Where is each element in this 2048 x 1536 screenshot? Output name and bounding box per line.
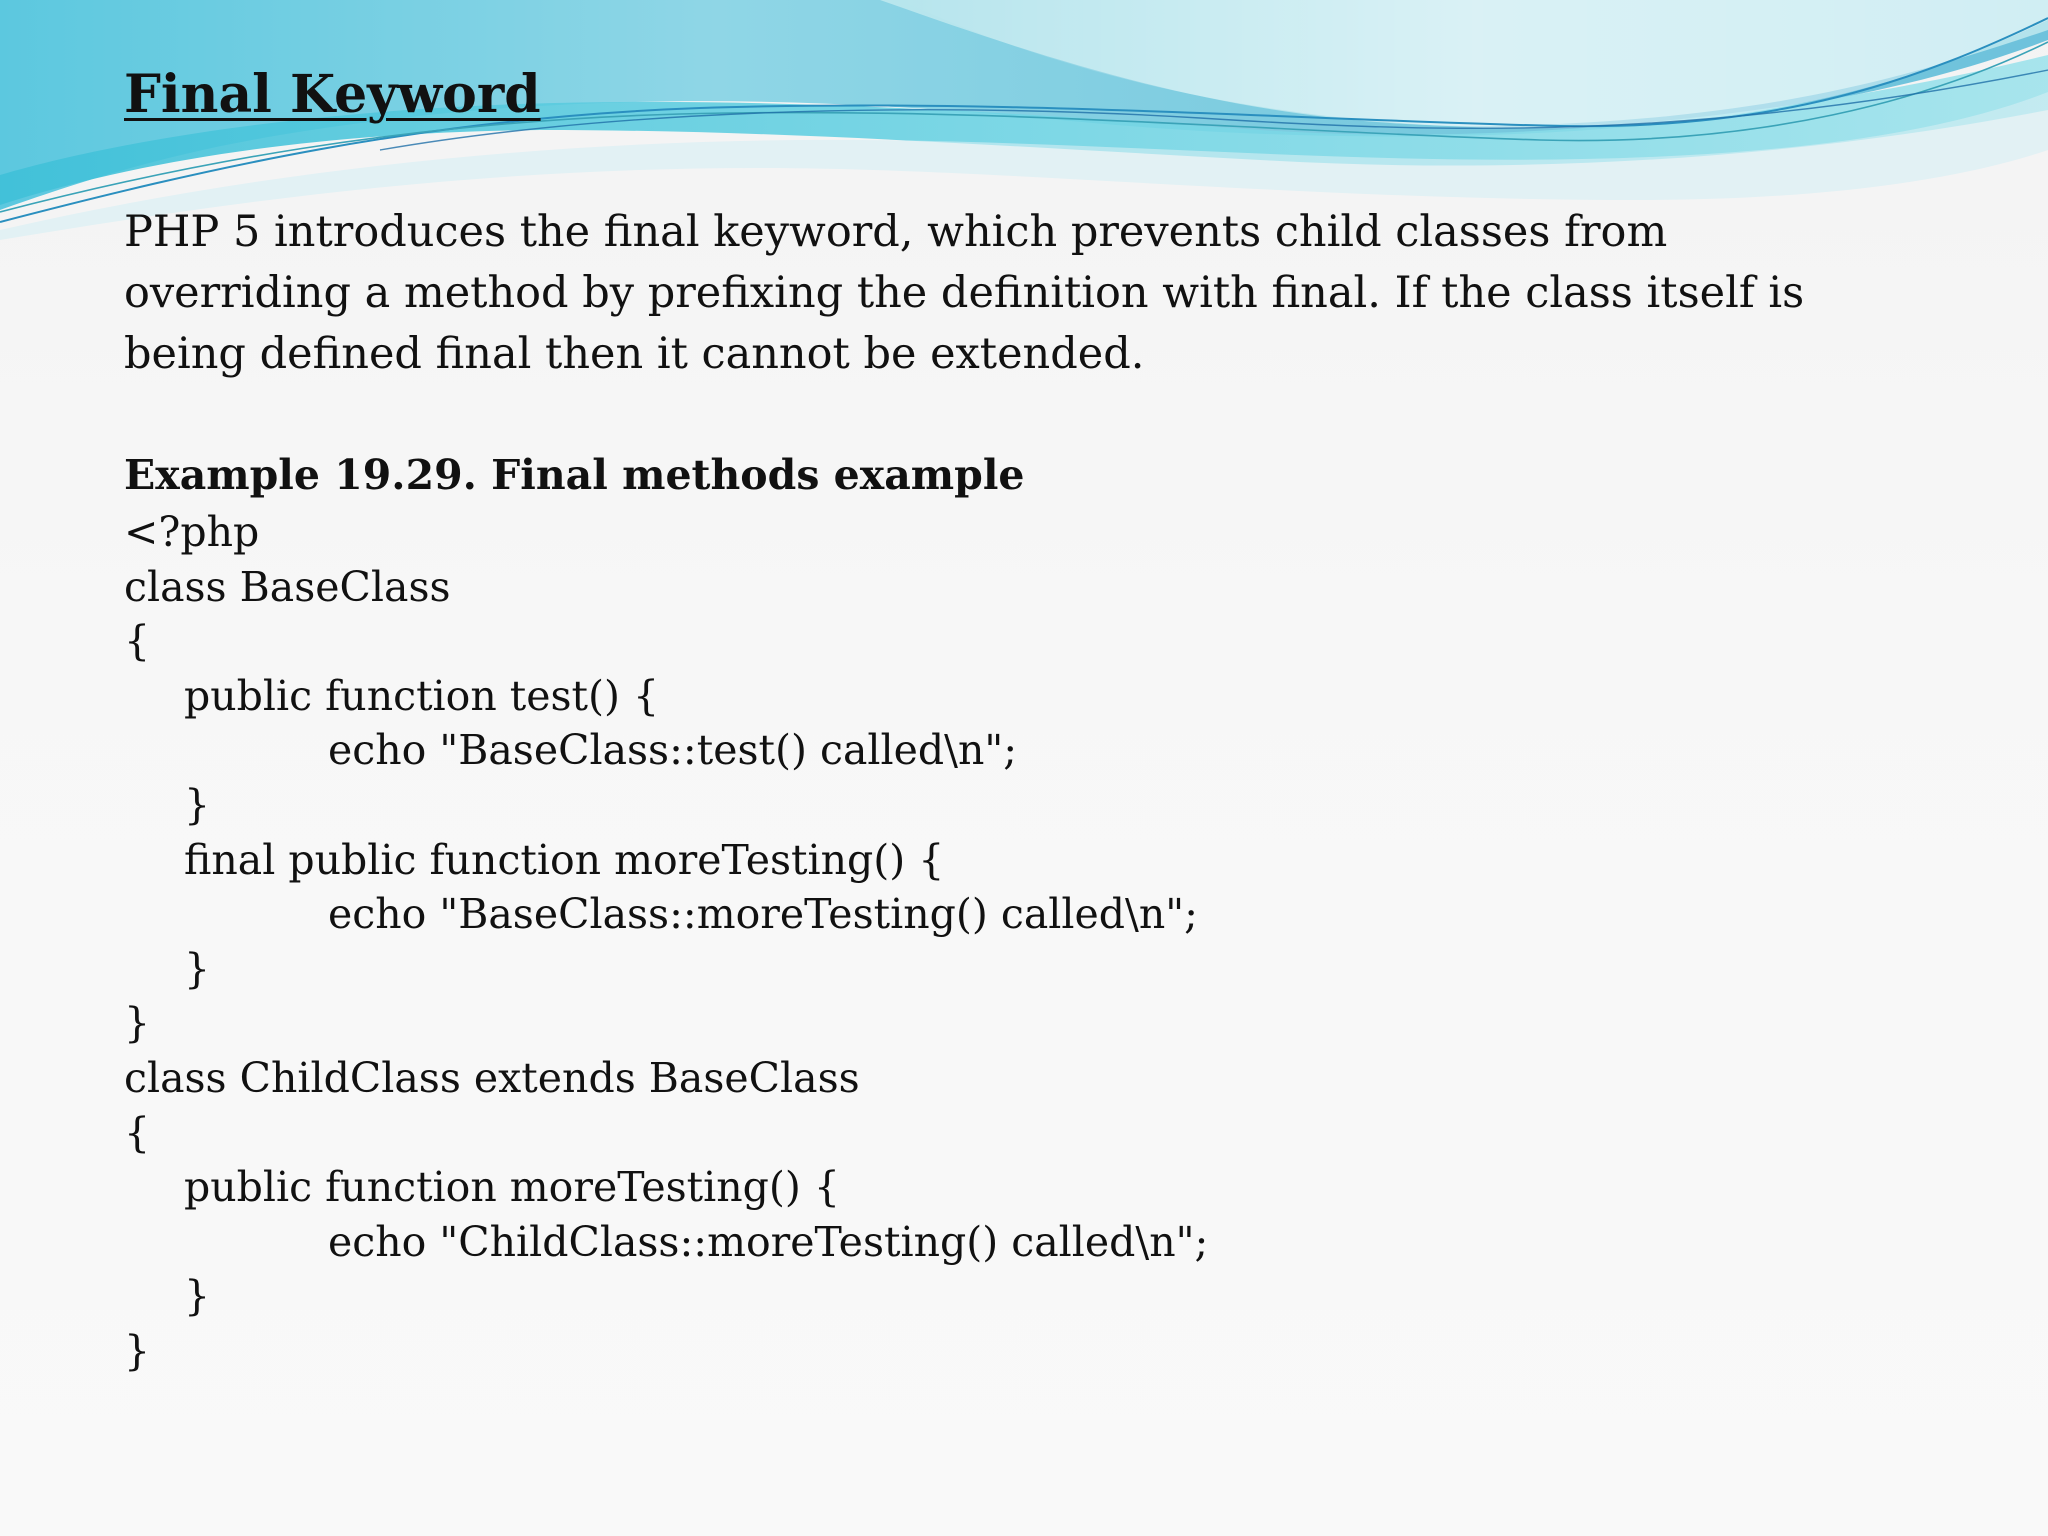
code-block: [124, 505, 1208, 1379]
code-line: }: [184, 780, 211, 829]
intro-paragraph: PHP 5 introduces the final keyword, which prevents child classes from overriding a method by prefixing the definition with final. If the class itself is being defined final then it cannot be extended.: [124, 207, 1805, 379]
code-line: echo "BaseClass::moreTesting() called\n";: [328, 890, 1198, 939]
example-heading: Example 19.29. Final methods example: [124, 451, 1025, 499]
code-line: class BaseClass: [124, 562, 451, 611]
code-line: <?php: [124, 508, 260, 556]
code-line: final public function moreTesting() {: [184, 835, 945, 884]
code-line: echo "ChildClass::moreTesting() called\n";: [328, 1217, 1209, 1266]
code-line: }: [184, 944, 211, 993]
code-line: }: [184, 1272, 211, 1321]
code-line: public function moreTesting() {: [184, 1163, 841, 1212]
code-line: public function test() {: [184, 671, 660, 720]
code-line: }: [124, 999, 151, 1048]
slide-title: Final Keyword: [124, 64, 541, 125]
code-line: {: [124, 1108, 151, 1157]
code-line: }: [124, 1326, 151, 1375]
code-line: echo "BaseClass::test() called\n";: [328, 726, 1018, 775]
code-line: class ChildClass extends BaseClass: [124, 1053, 860, 1102]
code-line: {: [124, 617, 151, 666]
